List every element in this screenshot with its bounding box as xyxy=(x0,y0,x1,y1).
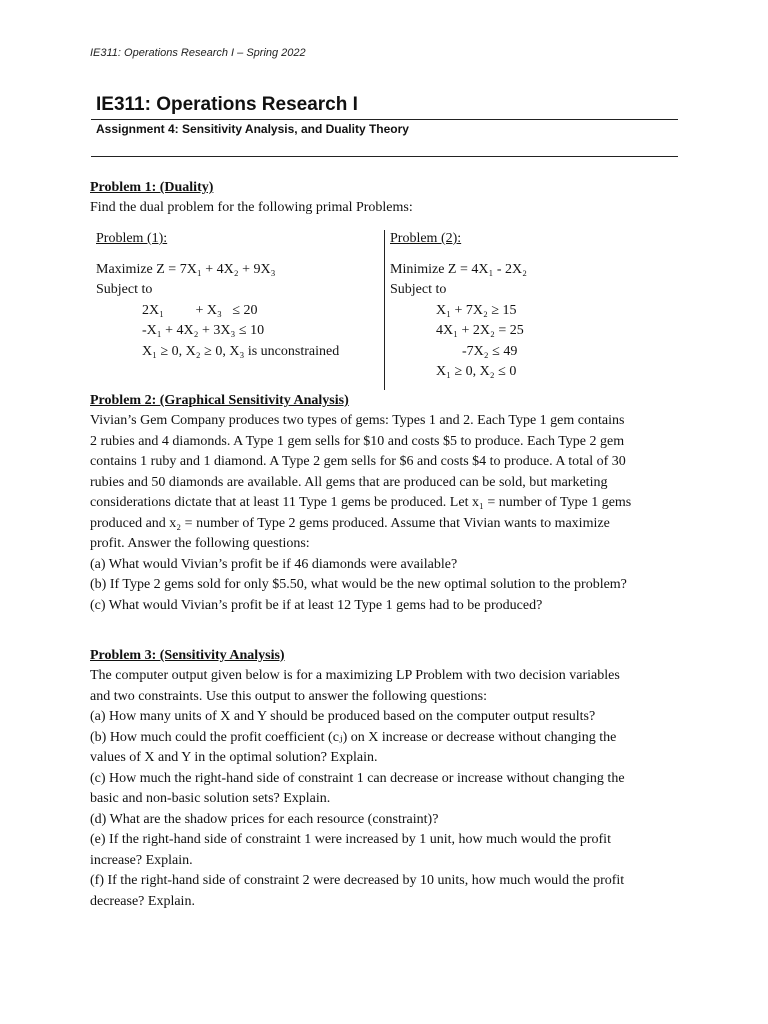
problem1-right-constraint-1: X₁ + 7X₂ ≥ 15 xyxy=(436,302,517,318)
problem2-line: contains 1 ruby and 1 diamond. A Type 2 gem sells for $6 and costs $4 to produce. A total of 30 xyxy=(90,454,626,469)
assignment-subtitle: Assignment 4: Sensitivity Analysis, and Duality Theory xyxy=(96,122,409,136)
problem1-right-constraint-3: -7X₂ ≤ 49 xyxy=(462,343,518,359)
problem1-right-objective: Minimize Z = 4X₁ - 2X₂ xyxy=(390,261,528,277)
problem3-question-d: (d) What are the shadow prices for each resource (constraint)? xyxy=(90,811,439,827)
problem1-right-constraint-2: 4X₁ + 2X₂ = 25 xyxy=(436,323,524,338)
problem2-heading: Problem 2: (Graphical Sensitivity Analysis) xyxy=(90,393,349,408)
header-rule xyxy=(91,156,678,157)
problem2-line: produced and x₂ = number of Type 2 gems produced. Assume that Vivian wants to maximize xyxy=(90,515,610,531)
problem3-body xyxy=(90,666,682,912)
problem2-question-a: (a) What would Vivian’s profit be if 46 diamonds were available? xyxy=(90,556,458,572)
problem3-question-c-cont: basic and non-basic solution sets? Explain. xyxy=(90,791,331,806)
column-divider xyxy=(384,230,385,390)
problem3-question-e-cont: increase? Explain. xyxy=(90,852,193,868)
problem3-question-c: (c) How much the right-hand side of constraint 1 can decrease or increase without changing the xyxy=(90,770,625,786)
problem3-question-a: (a) How many units of X and Y should be produced based on the computer output results? xyxy=(90,709,596,724)
problem1-right-label: Problem (2): xyxy=(390,231,462,246)
title-rule xyxy=(91,119,678,120)
problem1-intro: Find the dual problem for the following primal Problems: xyxy=(90,200,413,215)
problem3-line: The computer output given below is for a maximizing LP Problem with two decision variables xyxy=(90,668,620,683)
problem2-question-c: (c) What would Vivian’s profit be if at least 12 Type 1 gems had to be produced? xyxy=(90,597,543,613)
problem2-line: Vivian’s Gem Company produces two types of gems: Types 1 and 2. Each Type 1 gem contains xyxy=(90,413,625,428)
problem1-left-label: Problem (1): xyxy=(96,231,168,246)
problem2-line: considerations dictate that at least 11 Type 1 gems be produced. Let x₁ = number of Type 1 gems xyxy=(90,495,632,510)
problem2-line: rubies and 50 diamonds are available. All gems that are produced can be sold, but marketing xyxy=(90,474,608,490)
problem3-question-f: (f) If the right-hand side of constraint 2 were decreased by 10 units, how much would the profit xyxy=(90,873,625,888)
problem2-question-b: (b) If Type 2 gems sold for only $5.50, what would be the new optimal solution to the problem? xyxy=(90,577,627,592)
problem1-left-constraint-2: -X₁ + 4X₂ + 3X₃ ≤ 10 xyxy=(142,323,265,338)
problem1-right-column xyxy=(390,229,527,383)
running-header: IE311: Operations Research I – Spring 2022 xyxy=(90,47,306,59)
problem1-left-sign-constraints: X₁ ≥ 0, X₂ ≥ 0, X₃ is unconstrained xyxy=(142,343,340,359)
problem1-left-constraint-1: 2X₁ + X₃ ≤ 20 xyxy=(142,302,258,318)
problem3-heading: Problem 3: (Sensitivity Analysis) xyxy=(90,648,285,663)
problem1-left-subject: Subject to xyxy=(96,282,153,297)
problem1-right-sign-constraints: X₁ ≥ 0, X₂ ≤ 0 xyxy=(436,364,517,379)
problem3-line: and two constraints. Use this output to answer the following questions: xyxy=(90,688,488,704)
problem2-line: 2 rubies and 4 diamonds. A Type 1 gem sells for $10 and costs $5 to produce. Each Type 2 gem xyxy=(90,433,625,449)
problem2-line: profit. Answer the following questions: xyxy=(90,536,310,551)
problem2-body xyxy=(90,411,682,616)
problem3-question-b-cont: values of X and Y in the optimal solution? Explain. xyxy=(90,750,378,765)
problem3-question-b: (b) How much could the profit coefficient (cⱼ) on X increase or decrease without changing the xyxy=(90,729,617,745)
problem1-left-objective: Maximize Z = 7X₁ + 4X₂ + 9X₃ xyxy=(96,261,276,277)
page-title: IE311: Operations Research I xyxy=(96,94,358,115)
problem3-question-e: (e) If the right-hand side of constraint 1 were increased by 1 unit, how much would the profit xyxy=(90,832,611,847)
problem3-question-f-cont: decrease? Explain. xyxy=(90,893,195,909)
problem1-right-subject: Subject to xyxy=(390,282,447,297)
problem1-left-column xyxy=(96,229,339,362)
problem1-heading: Problem 1: (Duality) xyxy=(90,180,214,195)
